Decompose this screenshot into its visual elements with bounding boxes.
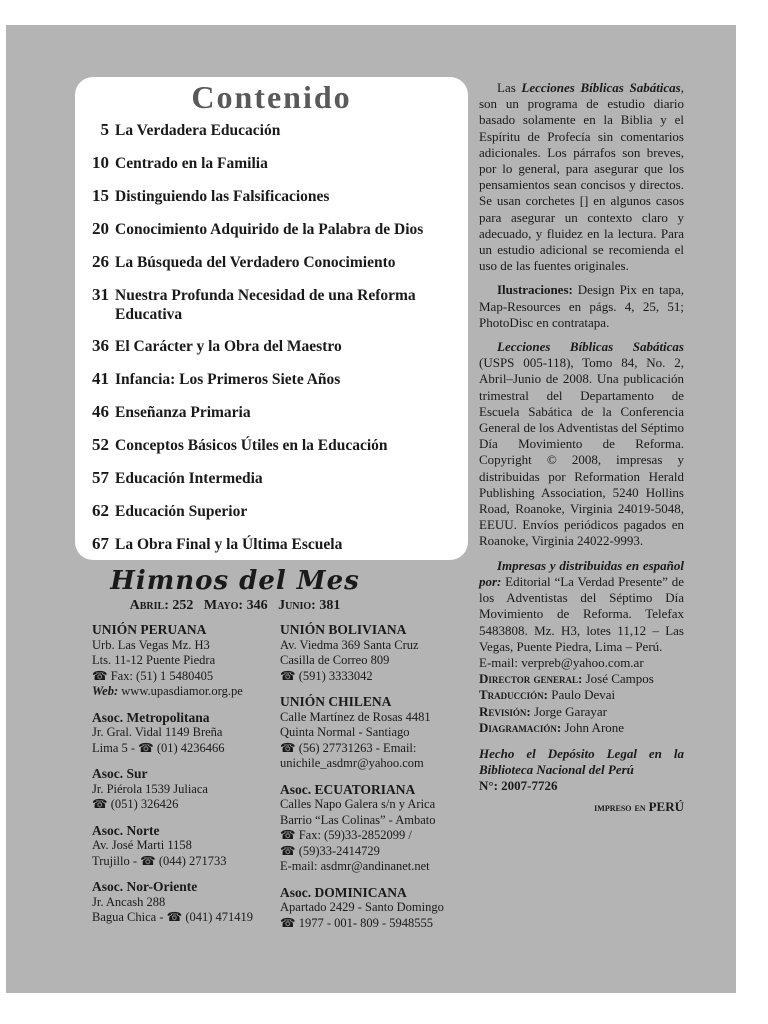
toc-entry: [85, 435, 465, 455]
toc-page-number: 57: [92, 468, 109, 487]
toc-title: Contenido: [191, 79, 352, 115]
email: E-mail: verpreb@yahoo.com.ar: [479, 654, 644, 670]
contact-line: Jr. Ancash 288: [92, 894, 166, 909]
toc-entry-title: Infancia: Los Primeros Siete Años: [115, 371, 341, 388]
contact-line: Lts. 11-12 Puente Piedra: [92, 653, 216, 667]
hymns-title: Himnos del Mes: [110, 566, 360, 596]
contact-line: unichile_asdmr@yahoo.com: [280, 756, 424, 770]
illustrations-paragraph: [479, 282, 684, 331]
credit-label: Traducción:: [479, 687, 548, 703]
toc-entry-title: Conceptos Básicos Útiles en la Educación: [115, 437, 388, 454]
junio-value: 381: [319, 598, 341, 613]
contact-name: Asoc. ECUATORIANA: [280, 781, 416, 797]
printed-in-country: PERÚ: [648, 798, 684, 814]
toc-page-number: 41: [92, 369, 109, 388]
toc-page-number: 36: [92, 336, 109, 355]
illustrations-text: Design Pix en tapa, Map-Resources en págs. 4, 25, 51; PhotoDisc en contratapa.: [479, 282, 684, 330]
hymns-of-month: [6, 566, 464, 614]
contact-line: Casilla de Correo 809: [280, 653, 390, 667]
contact-line: Barrio “Las Colinas” - Ambato: [280, 812, 436, 827]
page-background: [6, 25, 736, 993]
contact-line: ☎ (59)33-2414729: [280, 843, 380, 858]
contact-name: Asoc. Metropolitana: [92, 709, 210, 725]
credit-line: [479, 704, 684, 720]
publication-text: (USPS 005-118), Tomo 84, No. 2, Abril–Junio de 2008. Una publicación trimestral del Departamento de Escuela Sabática de la Conferencia General de los Adventistas del Séptimo Día Movimiento de Reforma. Copyright © 2008, impresas y distribuidas por Reformation Herald Publishing Association, 5240 Hollins Road, Roanoke, Virginia 24019-5048, EEUU. Envíos periódicos pagados en Roanoke, Virginia 24022-9993.: [479, 355, 684, 549]
credit-line: [479, 720, 684, 736]
contact-line: Lima 5 - ☎ (01) 4236466: [92, 740, 225, 755]
toc-entry-title: Conocimiento Adquirido de la Palabra de Dios: [115, 221, 424, 238]
printed-paragraph: [479, 558, 684, 655]
contact-block: [92, 766, 282, 813]
contact-line: ☎ (591) 3333042: [280, 668, 373, 683]
toc-page-number: 5: [100, 120, 109, 139]
contact-block: [92, 823, 282, 870]
credit-value: José Campos: [585, 671, 654, 687]
web-url[interactable]: www.upasdiamor.org.pe: [121, 684, 243, 698]
toc-entry: [85, 252, 465, 272]
contact-line: Urb. Las Vegas Mz. H3: [92, 637, 210, 652]
publication-paragraph: [479, 339, 684, 550]
contact-line: ☎ 1977 - 001- 809 - 5948555: [280, 915, 434, 930]
contact-line: Jr. Piérola 1539 Juliaca: [92, 781, 208, 796]
contact-name: Asoc. Nor-Oriente: [92, 879, 198, 894]
contact-name: UNIÓN BOLIVIANA: [280, 622, 407, 637]
printed-label: Impresas y distribuidas en español por:: [479, 557, 684, 589]
contact-block: [280, 782, 470, 875]
credit-value: Jorge Garayar: [533, 703, 608, 719]
toc-entry-title: Distinguiendo las Falsificaciones: [115, 188, 330, 205]
publication-title: Lecciones Bíblicas Sabáticas: [497, 339, 684, 355]
contact-line: E-mail: asdmr@andinanet.net: [280, 859, 430, 873]
toc-entry-title: Educación Superior: [115, 503, 248, 520]
contact-web[interactable]: [92, 684, 282, 700]
hymns-numbers: [6, 598, 464, 614]
contact-block: [92, 710, 282, 757]
toc-entry-title-cont: Educativa: [115, 306, 183, 323]
illustrations-label: Ilustraciones:: [497, 282, 573, 298]
legal-deposit: Hecho el Depósito Legal en la Biblioteca Nacional del Perú: [479, 745, 684, 778]
contact-name: Asoc. DOMINICANA: [280, 884, 407, 900]
toc-page-number: 46: [92, 402, 109, 421]
contact-line: Av. Viedma 369 Santa Cruz: [280, 637, 419, 652]
intro-paragraph: [479, 80, 684, 274]
contact-line: ☎ Fax: (59)33-2852099 /: [280, 828, 412, 842]
contact-line: Av. José Marti 1158: [92, 838, 192, 852]
toc-entry-title: El Carácter y la Obra del Maestro: [115, 338, 342, 355]
toc-entry: [85, 534, 465, 554]
contact-line: ☎ (56) 27731263 - Email:: [280, 740, 417, 755]
toc-entry-title: La Verdadera Educación: [115, 122, 281, 139]
toc-entry: [85, 468, 465, 488]
contact-line: ☎ Fax: (51) 1 5480405: [92, 668, 214, 683]
contact-name: Asoc. Sur: [92, 766, 148, 781]
contact-line: Bagua Chica - ☎ (041) 471419: [92, 910, 254, 924]
toc-page-number: 67: [92, 534, 109, 553]
contact-block: [92, 879, 282, 926]
publication-info: [479, 80, 684, 815]
contacts-left-column: [92, 622, 282, 936]
toc-page-number: 10: [92, 153, 109, 172]
printed-in: [479, 799, 684, 815]
contact-line: ☎ (051) 326426: [92, 797, 179, 811]
credit-label: Revisión:: [479, 703, 531, 719]
toc-entry: [85, 336, 465, 356]
mayo-label: Mayo:: [203, 598, 244, 613]
contact-name: UNIÓN CHILENA: [280, 694, 392, 709]
toc-entry: [85, 219, 465, 239]
toc-page-number: 62: [92, 501, 109, 520]
credit-value: Paulo Devai: [551, 687, 616, 703]
toc-page-number: 15: [92, 186, 109, 205]
contact-block: [280, 885, 470, 932]
toc-entry: [85, 402, 465, 422]
toc-entry: [85, 186, 465, 206]
credit-value: John Arone: [564, 719, 625, 735]
contact-line: Apartado 2429 - Santo Domingo: [280, 900, 444, 914]
toc-entry: [85, 285, 465, 324]
toc-page-number: 20: [92, 219, 109, 238]
contact-name: Asoc. Norte: [92, 822, 160, 838]
contacts-middle-column: [280, 622, 470, 941]
printed-in-label: impreso en: [594, 799, 646, 814]
credit-line: [479, 687, 684, 703]
toc-page-number: 31: [92, 285, 109, 304]
intro-lead: Las: [497, 80, 522, 95]
toc-entry-title: La Búsqueda del Verdadero Conocimiento: [115, 254, 396, 271]
legal-number: N°: 2007-7726: [479, 778, 558, 794]
printed-text: Editorial “La Verdad Presente” de los Adventistas del Séptimo Día Movimiento de Reforma. Telefax 5483808. Mz. H3, lotes 11,12 – Las Vegas, Puente Piedra, Lima – Perú.: [479, 573, 684, 654]
web-label: Web:: [92, 684, 119, 698]
junio-label: Junio:: [278, 598, 316, 613]
intro-title: Lecciones Bíblicas Sabáticas: [521, 80, 681, 95]
contact-block: [280, 622, 470, 684]
contact-line: Calles Napo Galera s/n y Arica: [280, 797, 436, 811]
toc-entry: [85, 501, 465, 521]
contact-line: Quinta Normal - Santiago: [280, 725, 410, 739]
contact-block: [280, 694, 470, 772]
intro-body: , son un programa de estudio diario basado solamente en la Biblia y el Espíritu de Profecía sin comentarios adicionales. Los párrafos son breves, por lo general, para asegurar que los pensamientos sean concisos y directos. Se usan corchetes [] en algunos casos para asegurar un contexto claro y adecuado, y fluidez en la lectura. Para un estudio adicional se recomienda el uso de las fuentes originales.: [479, 80, 684, 274]
toc-page-number: 26: [92, 252, 109, 271]
toc-entry: [85, 153, 465, 173]
credit-label: Director general:: [479, 671, 583, 687]
credit-line: [479, 671, 684, 687]
contact-name: UNIÓN PERUANA: [92, 622, 207, 637]
toc-entry-title: Enseñanza Primaria: [115, 404, 251, 421]
toc-page-number: 52: [92, 435, 109, 454]
credit-label: Diagramación:: [479, 719, 562, 735]
toc-entry-title: Centrado en la Familia: [115, 155, 268, 172]
toc-entry-title: Nuestra Profunda Necesidad de una Reforma: [115, 287, 416, 304]
toc-entry-title: La Obra Final y la Última Escuela: [115, 536, 343, 553]
credits: [479, 671, 684, 736]
toc-entry: [85, 120, 465, 140]
toc-entry-title: Educación Intermedia: [115, 470, 263, 487]
abril-label: Abril:: [129, 598, 169, 613]
abril-value: 252: [172, 598, 194, 613]
contact-line: Jr. Gral. Vidal 1149 Breña: [92, 725, 223, 739]
contact-line: Calle Martínez de Rosas 4481: [280, 709, 431, 724]
toc-entry: [85, 369, 465, 389]
table-of-contents: [75, 77, 468, 560]
contact-line: Trujillo - ☎ (044) 271733: [92, 853, 227, 868]
contact-block: [92, 622, 282, 700]
mayo-value: 346: [246, 598, 268, 613]
